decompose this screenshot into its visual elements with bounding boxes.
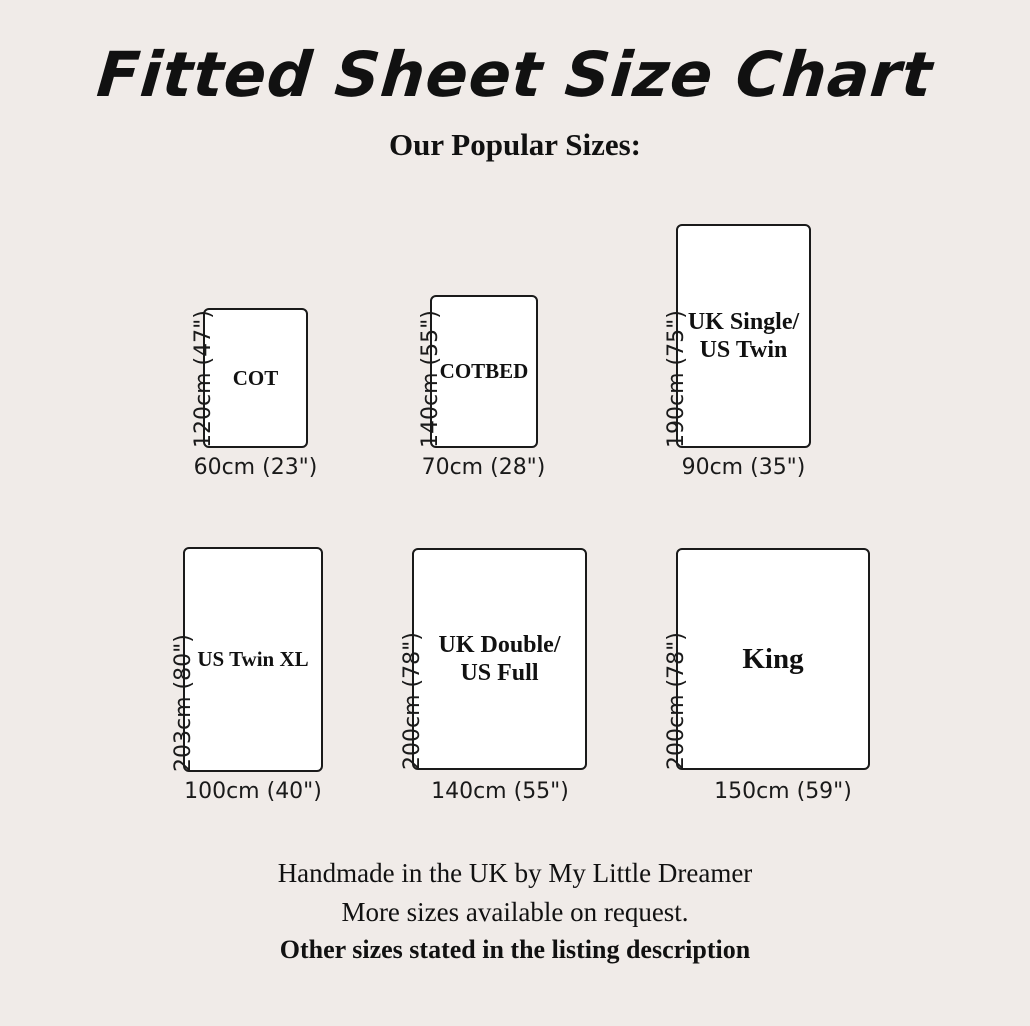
bed-rect-uk-single-us-twin [676, 224, 811, 448]
bed-label-line2: US Twin [699, 337, 788, 363]
bed-label-uk-double-us-full [434, 631, 564, 688]
height-label-uk-single-us-twin: 190cm (75") [664, 310, 689, 448]
bed-rect-uk-double-us-full [412, 548, 587, 770]
footer-line-1: Handmade in the UK by My Little Dreamer [277, 858, 753, 888]
width-label-king: 150cm (59") [714, 779, 852, 804]
width-label-cotbed: 70cm (28") [421, 455, 546, 480]
bed-label-cot: COT [232, 365, 279, 390]
bed-rect-king [676, 548, 870, 770]
size-grid [0, 190, 1030, 830]
width-label-uk-double-us-full: 140cm (55") [431, 779, 569, 804]
height-label-king: 200cm (78") [664, 632, 689, 770]
bed-label-line1: UK Single/ [687, 308, 800, 335]
page-subtitle: Our Popular Sizes: [388, 127, 642, 162]
height-label-us-twin-xl: 203cm (80") [171, 634, 196, 772]
height-label-cot: 120cm (47") [191, 310, 216, 448]
bed-rect-cot [203, 308, 308, 448]
height-label-uk-double-us-full: 200cm (78") [400, 632, 425, 770]
bed-label-line1: UK Double/ [438, 631, 561, 658]
page-title: Fitted Sheet Size Chart [94, 38, 936, 111]
bed-label-us-twin-xl: US Twin XL [197, 647, 309, 672]
bed-rect-cotbed [430, 295, 538, 448]
bed-label-king: King [742, 642, 804, 675]
footer-line-2: More sizes available on request. [341, 897, 689, 927]
bed-label-line2: US Full [460, 660, 539, 686]
footer-line-3: Other sizes stated in the listing description [279, 935, 751, 964]
height-label-cotbed: 140cm (55") [418, 310, 443, 448]
bed-label-cotbed: COTBED [439, 359, 529, 384]
bed-rect-us-twin-xl [183, 547, 323, 772]
width-label-uk-single-us-twin: 90cm (35") [681, 455, 806, 480]
width-label-us-twin-xl: 100cm (40") [184, 779, 322, 804]
bed-label-uk-single-us-twin [684, 308, 803, 365]
width-label-cot: 60cm (23") [193, 455, 318, 480]
